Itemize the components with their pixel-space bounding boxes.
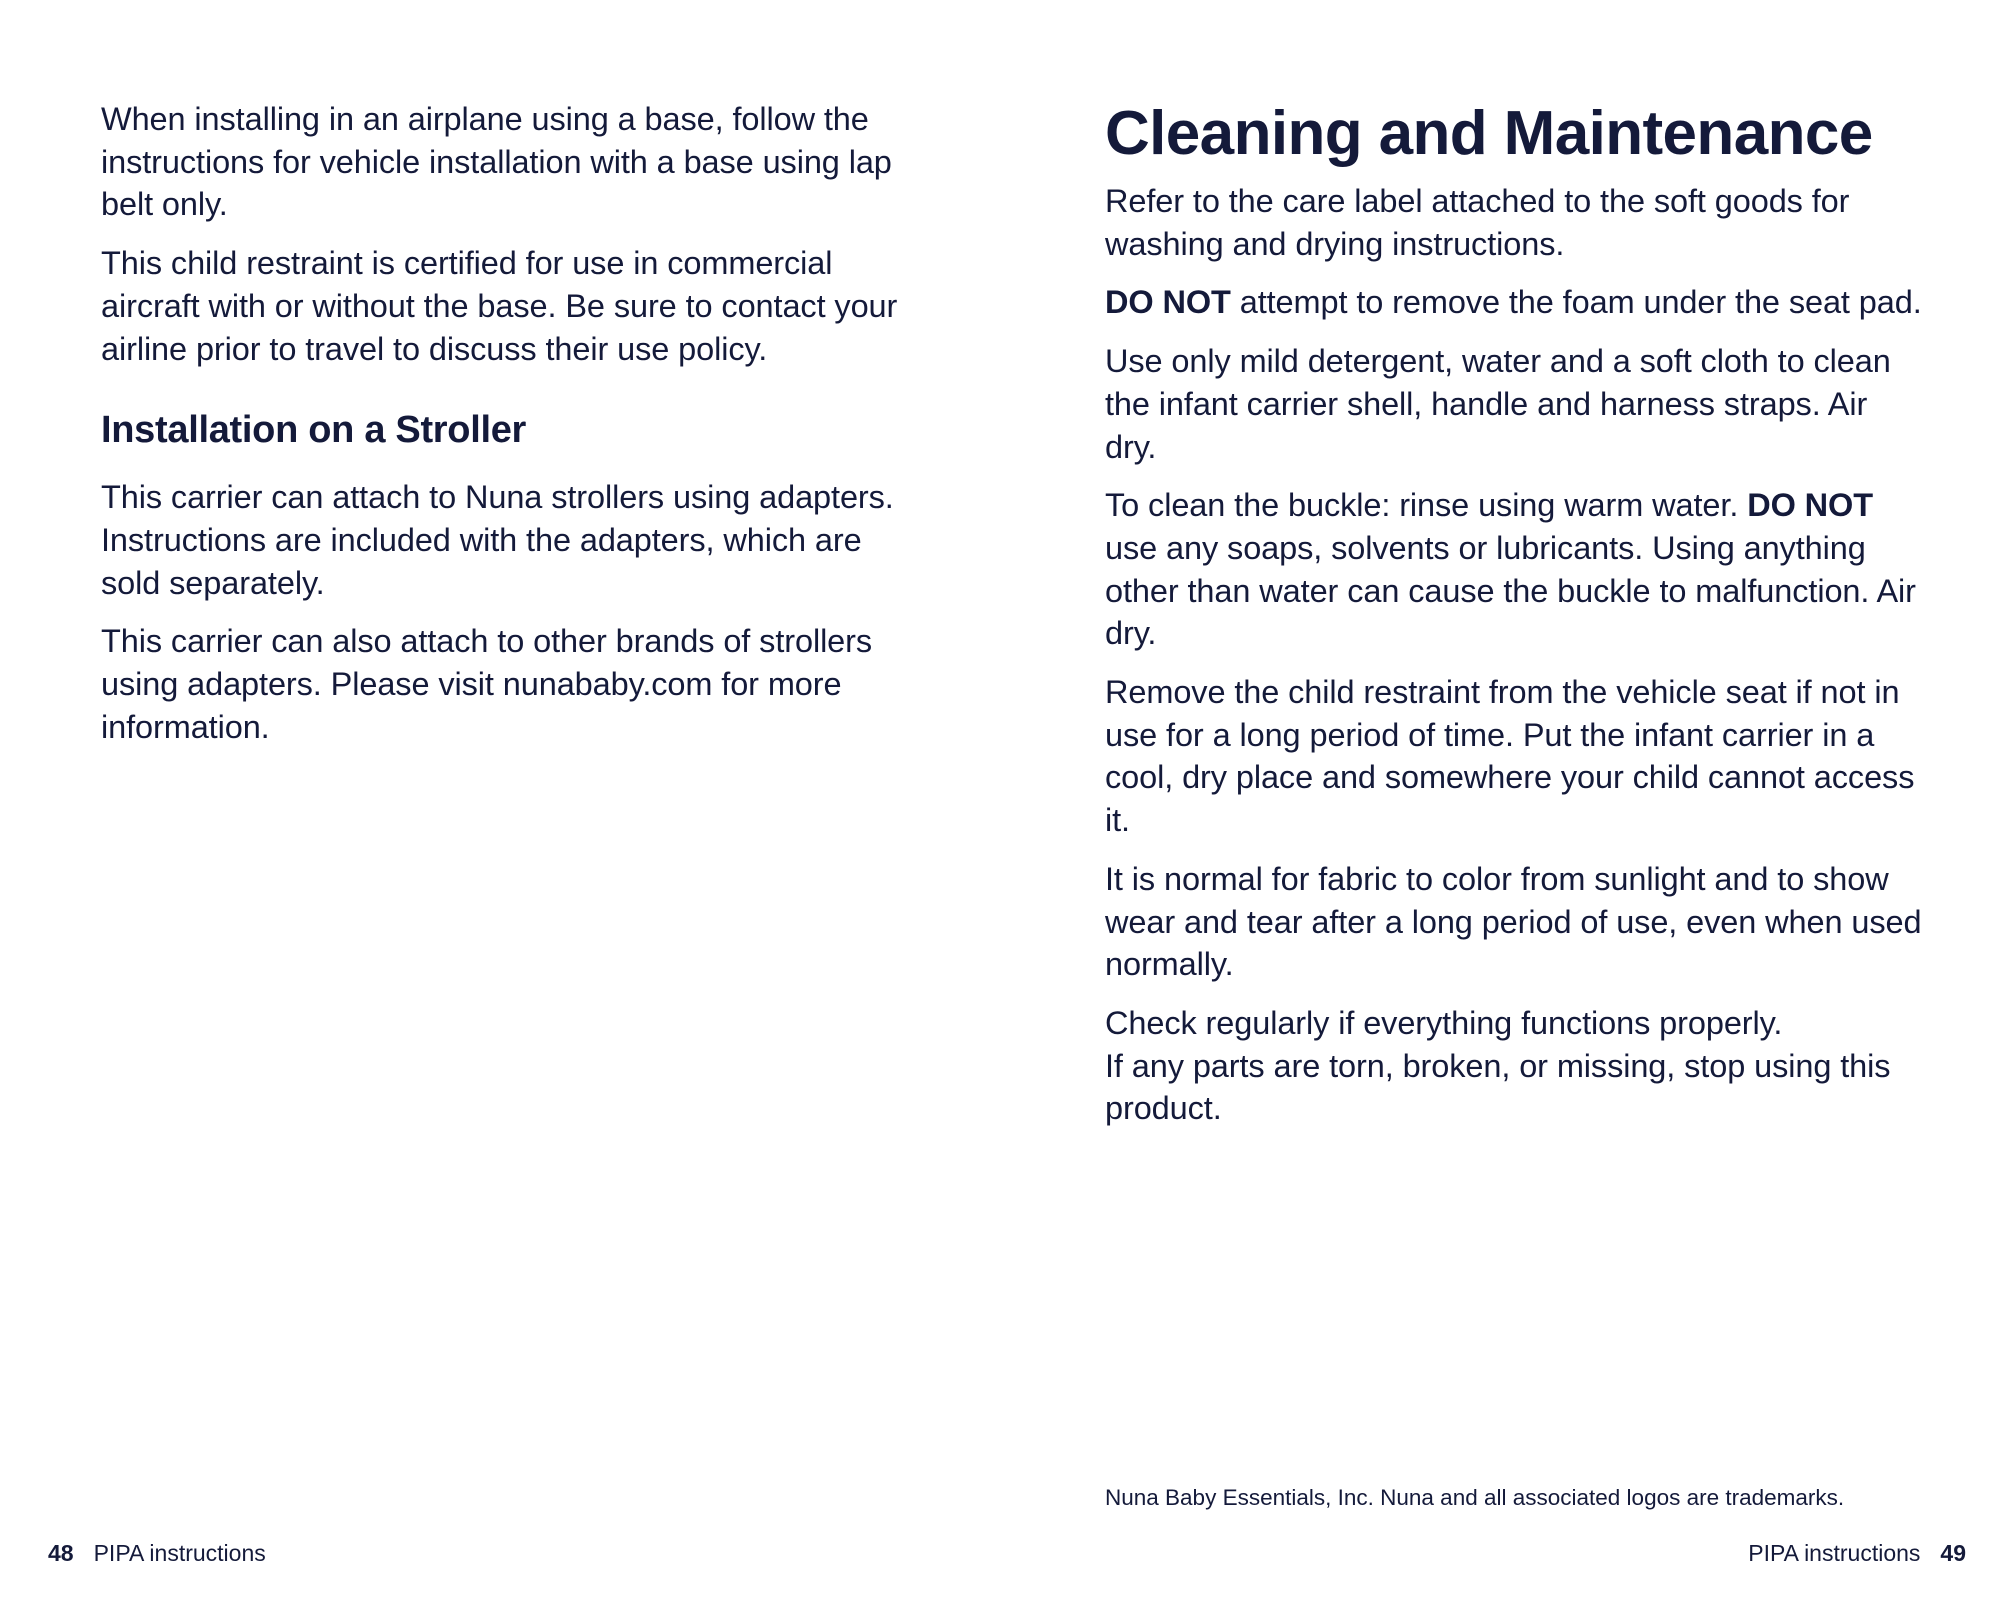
airplane-base-paragraph: When installing in an airplane using a base, follow the instructions for vehicle installation with a base using lap belt only. xyxy=(101,101,892,223)
trademark-notice: Nuna Baby Essentials, Inc. Nuna and all associated logos are trademarks. xyxy=(1105,1485,1845,1510)
storage-paragraph: Remove the child restraint from the vehicle seat if not in use for a long period of time. Put the infant carrier in a cool, dry place and somewhere your child cannot access it. xyxy=(1105,674,1915,839)
left-page-footer xyxy=(48,1538,266,1568)
do-not-emphasis: DO NOT xyxy=(1105,284,1231,321)
inspection-paragraph: Check regularly if everything functions properly. If any parts are torn, broken, or missing, stop using this product. xyxy=(1105,1004,1891,1127)
page-title: Cleaning and Maintenance xyxy=(1105,99,1873,168)
care-label-paragraph: Refer to the care label attached to the soft goods for washing and drying instructions. xyxy=(1105,183,1850,262)
nuna-stroller-paragraph: This carrier can attach to Nuna strollers using adapters. Instructions are included with the adapters, which are sold separately. xyxy=(101,479,894,601)
left-page-content xyxy=(101,98,921,764)
page-number: 48 xyxy=(48,1540,74,1566)
right-page-content xyxy=(1105,100,1925,1146)
aircraft-certification-paragraph: This child restraint is certified for use in commercial aircraft with or without the base. Be sure to contact your airline prior to travel to discuss their use policy. xyxy=(101,245,898,367)
do-not-emphasis: DO NOT xyxy=(1747,487,1873,524)
stroller-installation-heading: Installation on a Stroller xyxy=(101,409,527,452)
foam-warning-paragraph: DO NOT attempt to remove the foam under the seat pad. xyxy=(1105,284,1922,321)
footer-doc-title: PIPA instructions xyxy=(1748,1540,1921,1566)
other-brands-paragraph: This carrier can also attach to other brands of strollers using adapters. Please visit nunababy.com for more information. xyxy=(101,623,873,745)
footer-doc-title: PIPA instructions xyxy=(93,1540,266,1566)
fabric-wear-paragraph: It is normal for fabric to color from sunlight and to show wear and tear after a long period of use, even when used normally. xyxy=(1105,860,1922,983)
right-page xyxy=(1000,0,2000,1600)
buckle-cleaning-paragraph: To clean the buckle: rinse using warm water. DO NOT use any soaps, solvents or lubricants. Using anything other than water can cause the buckle to malfunction. Air dry. xyxy=(1105,487,1916,652)
shell-cleaning-paragraph: Use only mild detergent, water and a soft cloth to clean the infant carrier shell, handle and harness straps. Air dry. xyxy=(1105,343,1891,465)
right-page-footer xyxy=(1748,1538,1966,1568)
page-number: 49 xyxy=(1940,1540,1966,1566)
